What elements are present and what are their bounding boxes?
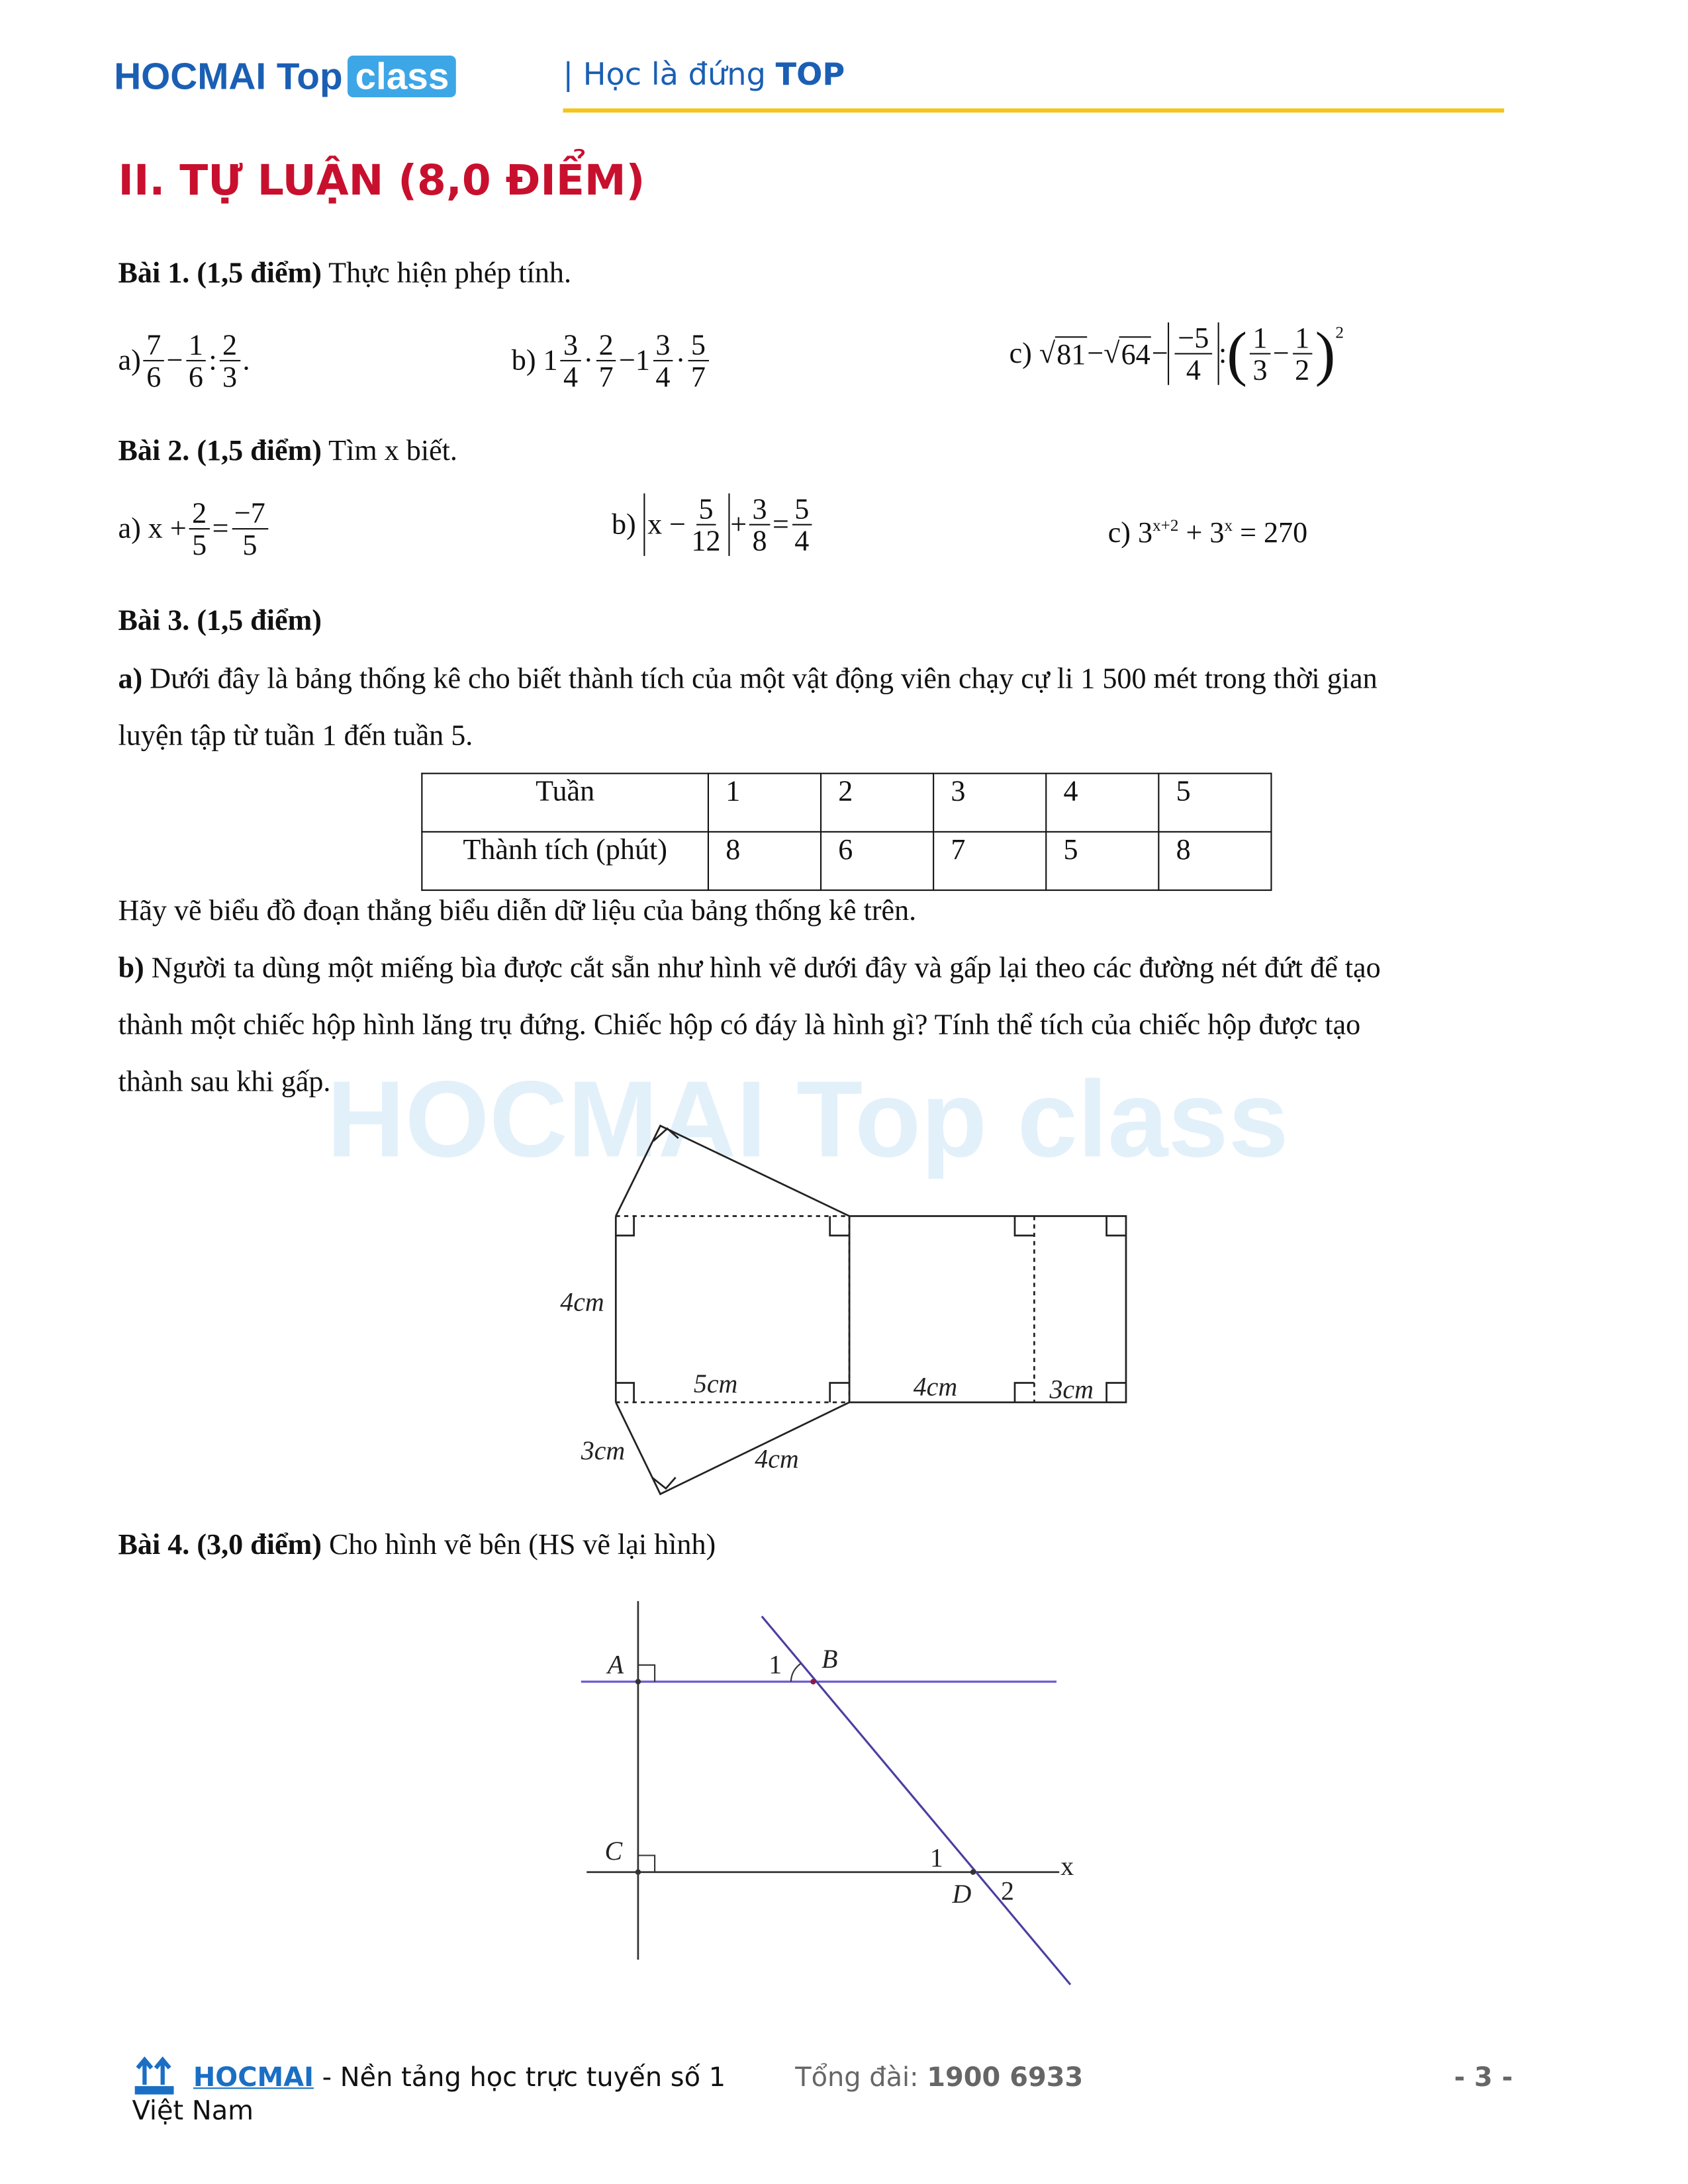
footer-text: - Nền tảng học trực tuyến số 1 <box>313 2062 726 2093</box>
bai4-heading <box>118 1527 716 1563</box>
op: · <box>675 343 686 377</box>
hotline-number: 1900 6933 <box>927 2062 1084 2093</box>
exponent: x+2 <box>1152 516 1179 535</box>
fold-lines <box>616 1216 1034 1402</box>
bai4-label: Bài 4. (3,0 điểm) <box>118 1527 322 1561</box>
table-cell: 7 <box>933 832 1046 890</box>
op: − <box>1087 336 1104 370</box>
num: 2 <box>596 330 616 361</box>
op: . <box>242 343 250 377</box>
bai2-text: Tìm x biết. <box>321 433 457 467</box>
op: − <box>166 343 183 377</box>
table-cell: 2 <box>821 774 933 832</box>
point-B: B <box>821 1644 838 1674</box>
paren: ) <box>1315 318 1336 387</box>
part-label: a) <box>118 661 143 695</box>
term: x − <box>647 507 686 541</box>
hocmai-icon <box>132 2054 176 2096</box>
term: + 3 <box>1178 516 1225 549</box>
num: 5 <box>688 330 708 361</box>
angle-D2: 2 <box>1000 1876 1014 1906</box>
den: 7 <box>690 359 706 394</box>
table-cell: 8 <box>708 832 821 890</box>
label-4cm: 4cm <box>913 1371 958 1402</box>
op: − <box>1272 336 1289 370</box>
den: 5 <box>192 527 207 562</box>
bai3-b-line2: thành một chiếc hộp hình lăng trụ đứng. Chiếc hộp có đáy là hình gì? Tính thể tích của chiếc hộp được tạo <box>118 1007 1361 1041</box>
den: 5 <box>242 527 258 562</box>
term: = 270 <box>1233 516 1308 549</box>
watermark: HOCMAI Top class <box>326 1058 1289 1180</box>
angle-B1: 1 <box>769 1649 782 1680</box>
den: 12 <box>691 523 721 558</box>
bai1-text: Thực hiện phép tính. <box>321 255 572 289</box>
label-3cm: 3cm <box>1049 1374 1094 1404</box>
right-angle-marks <box>652 1128 679 1488</box>
text: Người ta dùng một miếng bìa được cắt sẵn như hình vẽ dưới đây và gấp lại theo các đường nét đứt để tạo <box>144 950 1381 984</box>
tagline-bold: TOP <box>775 58 845 93</box>
section-title: II. TỰ LUẬN (8,0 ĐIỂM) <box>118 157 645 206</box>
num: 2 <box>189 498 209 529</box>
bai1-label: Bài 1. (1,5 điểm) <box>118 255 322 289</box>
table-cell: 4 <box>1046 774 1158 832</box>
tagline-text: | Học là đứng <box>563 58 766 93</box>
radicand: 64 <box>1120 336 1152 372</box>
logo-text: HOCMAI Top <box>114 56 343 97</box>
den: 6 <box>146 359 162 394</box>
num: 5 <box>696 493 716 525</box>
den: 7 <box>598 359 614 394</box>
page-number: - 3 - <box>1454 2062 1513 2093</box>
paren: ( <box>1227 318 1248 387</box>
num: 3 <box>653 330 673 361</box>
den: 6 <box>188 359 203 394</box>
radicand: 81 <box>1055 336 1087 372</box>
num: 5 <box>792 493 812 525</box>
den: 2 <box>1295 353 1310 387</box>
table-cell: Tuần <box>422 774 708 832</box>
part-label: b) <box>118 950 144 984</box>
den: 3 <box>1252 353 1268 387</box>
op: : <box>209 343 217 377</box>
label-4cm: 4cm <box>560 1287 604 1317</box>
table-cell: 1 <box>708 774 821 832</box>
op: − <box>1151 336 1168 370</box>
den: 8 <box>752 523 767 558</box>
label: b) <box>611 507 636 541</box>
num: 2 <box>220 330 240 361</box>
op: = <box>772 507 789 541</box>
footer-hotline <box>795 2062 1083 2093</box>
table-cell: 5 <box>1158 774 1271 832</box>
num: 1 <box>1292 322 1312 354</box>
bai3-label: Bài 3. (1,5 điểm) <box>118 603 322 637</box>
op: −1 <box>619 343 650 377</box>
label: a) <box>118 343 141 377</box>
table-cell: 3 <box>933 774 1046 832</box>
label: c) <box>1009 336 1032 370</box>
hocmai-link[interactable]: HOCMAI <box>193 2062 314 2093</box>
den: 4 <box>794 523 810 558</box>
bottom-triangle <box>616 1402 849 1494</box>
bai2-label: Bài 2. (1,5 điểm) <box>118 433 322 467</box>
op: : <box>1219 336 1227 370</box>
label: c) 3 <box>1107 516 1153 549</box>
den: 4 <box>655 359 671 394</box>
op: = <box>212 511 229 545</box>
num: 3 <box>749 493 769 525</box>
table-cell: Thành tích (phút) <box>422 832 708 890</box>
label: b) 1 <box>511 343 558 377</box>
op: · <box>583 343 594 377</box>
bai4-text: Cho hình vẽ bên (HS vẽ lại hình) <box>321 1527 716 1561</box>
den: 4 <box>1186 353 1201 387</box>
hotline-label: Tổng đài: <box>795 2062 927 2093</box>
bai3-b-line3: thành sau khi gấp. <box>118 1064 331 1098</box>
bai3-a-task: Hãy vẽ biểu đồ đoạn thẳng biểu diễn dữ liệu của bảng thống kê trên. <box>118 893 917 927</box>
bai3-a-line2: luyện tập từ tuần 1 đến tuần 5. <box>118 718 473 752</box>
table-cell: 6 <box>821 832 933 890</box>
label-5cm: 5cm <box>693 1369 738 1399</box>
label: a) x + <box>118 511 187 545</box>
point-D: D <box>952 1878 972 1909</box>
num: 1 <box>186 330 206 361</box>
den: 4 <box>563 359 579 394</box>
top-triangle <box>616 1126 849 1216</box>
num: −7 <box>232 498 268 529</box>
num: 7 <box>144 330 164 361</box>
label-4cm: 4cm <box>755 1443 799 1474</box>
logo-class-text: class <box>348 56 456 97</box>
bai1-c: c) √ 81 − √ 64 − $\frac{-5}{4}$ : ( $\frac{1}{3}$ − $\frac{1}{2}$ ) $^2$ <box>1009 318 1344 387</box>
den: 3 <box>222 359 238 394</box>
footer-tagline <box>193 2062 726 2093</box>
footer-text-line2: Việt Nam <box>132 2095 254 2126</box>
angle-D1: 1 <box>929 1843 943 1873</box>
point-C: C <box>604 1835 623 1866</box>
num: 1 <box>1250 322 1270 354</box>
num: −5 <box>1175 322 1211 354</box>
ray-x-label: x <box>1060 1850 1074 1881</box>
num: 3 <box>561 330 581 361</box>
text: Dưới đây là bảng thống kê cho biết thành tích của một vật động viên chạy cự li 1 500 mét trong thời gian <box>142 661 1378 695</box>
op: + <box>730 507 747 541</box>
point-A: A <box>607 1649 624 1680</box>
table-cell: 5 <box>1046 832 1158 890</box>
exponent: x <box>1224 516 1233 535</box>
table-cell: 8 <box>1158 832 1271 890</box>
label-3cm: 3cm <box>581 1435 626 1465</box>
exponent: 2 <box>1335 322 1344 342</box>
